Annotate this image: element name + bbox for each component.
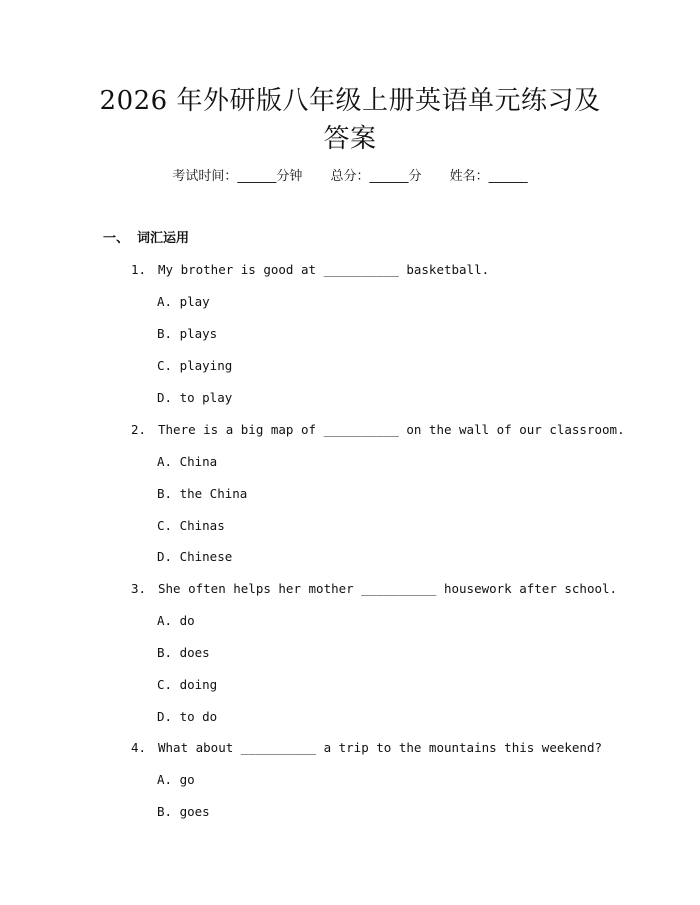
question-text: My brother is good at __________ basketball. [158, 262, 490, 277]
section-heading [103, 230, 189, 248]
question-1 [131, 261, 489, 279]
question-3 [131, 580, 617, 598]
page-title: 2026 年外研版八年级上册英语单元练习及答案 [99, 86, 601, 154]
section-title: 词汇运用 [137, 231, 190, 246]
option-1d: D. to play [157, 390, 233, 405]
question-number: 2. [131, 422, 147, 437]
question-number: 1. [131, 262, 147, 277]
question-number: 3. [131, 581, 147, 596]
option-2c: C. Chinas [157, 518, 225, 533]
option-3c: C. doing [157, 677, 218, 692]
option-2d: D. Chinese [157, 549, 233, 564]
question-2 [131, 421, 625, 439]
section-number: 一、 [103, 231, 130, 246]
option-1c: C. playing [157, 358, 233, 373]
question-text: What about __________ a trip to the mountains this weekend? [158, 740, 603, 755]
option-3b: B. does [157, 645, 210, 660]
exam-info-line [0, 168, 700, 186]
question-text: There is a big map of __________ on the wall of our classroom. [158, 422, 625, 437]
student-name-field: 姓名：______ [449, 169, 528, 184]
option-1b: B. plays [157, 326, 218, 341]
question-4 [131, 739, 602, 757]
option-4a: A. go [157, 772, 195, 787]
option-3a: A. do [157, 613, 195, 628]
option-1a: A. play [157, 294, 210, 309]
option-2a: A. China [157, 454, 218, 469]
option-4b: B. goes [157, 804, 210, 819]
exam-time-field: 考试时间：______分钟 [172, 169, 303, 184]
question-number: 4. [131, 740, 147, 755]
total-score-field: 总分：______分 [330, 169, 422, 184]
option-2b: B. the China [157, 486, 248, 501]
option-3d: D. to do [157, 709, 218, 724]
question-text: She often helps her mother __________ housework after school. [158, 581, 618, 596]
